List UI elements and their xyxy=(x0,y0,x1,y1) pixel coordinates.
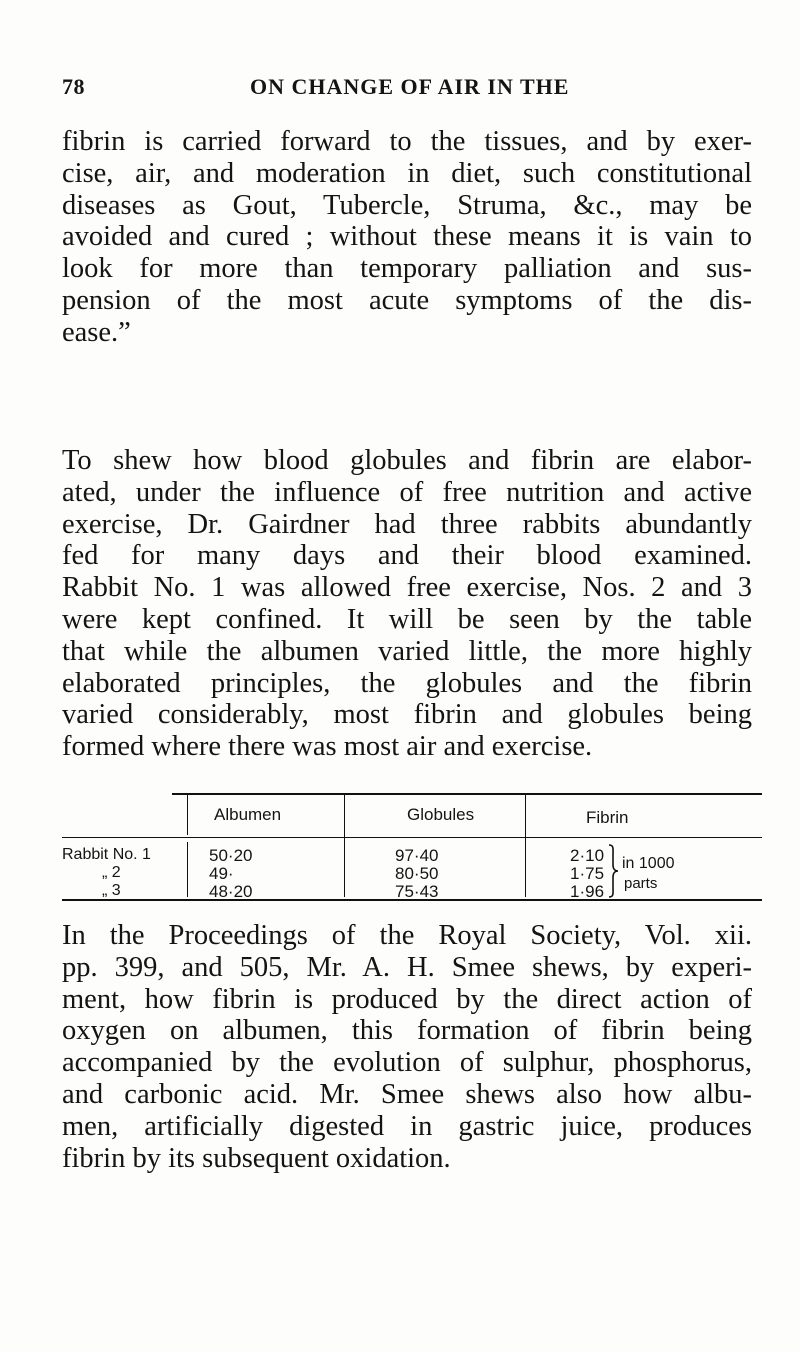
text-line: that while the albumen varied little, the more highly xyxy=(62,635,752,667)
row-label: „ 3 xyxy=(102,882,121,899)
text-line: ease.” xyxy=(62,316,131,348)
text-line: were kept confined. It will be seen by the table xyxy=(62,603,752,635)
text-line: cise, air, and moderation in diet, such constitutional xyxy=(62,157,752,189)
text-line: men, artificially digested in gastric juice, produces xyxy=(62,1110,752,1142)
column-header-albumen: Albumen xyxy=(214,805,282,824)
text-line: fibrin is carried forward to the tissues, and by exer- xyxy=(62,126,752,157)
column-header-fibrin: Fibrin xyxy=(586,808,629,827)
text-line: pp. 399, and 505, Mr. A. H. Smee shews, by experi- xyxy=(62,951,752,983)
rabbit-blood-table xyxy=(62,793,762,903)
text-line: and carbonic acid. Mr. Smee shews also how albu- xyxy=(62,1078,752,1110)
row-label: Rabbit No. 1 xyxy=(62,846,151,863)
albumen-value: 50·20 xyxy=(209,846,253,865)
table-header-rule xyxy=(62,837,762,838)
text-line: varied considerably, most fibrin and globules being xyxy=(62,699,752,731)
globules-value: 80·50 xyxy=(395,864,439,883)
globules-value: 75·43 xyxy=(395,882,439,901)
text-line: ated, under the influence of free nutrition and active xyxy=(62,476,752,508)
curly-brace-icon xyxy=(606,843,620,899)
fibrin-unit-line: parts xyxy=(624,875,658,892)
text-line: avoided and cured ; without these means it is vain to xyxy=(62,221,752,253)
text-line: ment, how fibrin is produced by the direct action of xyxy=(62,983,752,1015)
albumen-value: 48·20 xyxy=(209,882,253,901)
table-top-rule xyxy=(172,793,762,795)
text-line: pension of the most acute symptoms of the dis- xyxy=(62,284,752,316)
column-header-globules: Globules xyxy=(407,805,475,824)
column-divider xyxy=(525,795,526,897)
fibrin-value: 1·75 xyxy=(570,864,605,883)
albumen-value: 49· xyxy=(209,864,234,883)
column-divider xyxy=(344,795,345,897)
paragraph-2 xyxy=(62,445,752,763)
fibrin-value: 1·96 xyxy=(570,882,605,901)
running-title: ON CHANGE OF AIR IN THE xyxy=(250,74,570,99)
paragraph-3 xyxy=(62,920,752,1174)
text-line: exercise, Dr. Gairdner had three rabbits abundantly xyxy=(62,508,752,540)
text-line: fed for many days and their blood examined. xyxy=(62,540,752,572)
column-divider xyxy=(187,795,188,835)
text-line: formed where there was most air and exercise. xyxy=(62,731,593,763)
fibrin-value: 2·10 xyxy=(570,846,605,865)
text-line: diseases as Gout, Tubercle, Struma, &c., may be xyxy=(62,189,752,221)
paragraph-1 xyxy=(62,126,752,349)
text-line: To shew how blood globules and fibrin are elabor- xyxy=(62,445,752,476)
text-line: In the Proceedings of the Royal Society, Vol. xii. xyxy=(62,920,752,951)
page-number: 78 xyxy=(62,74,85,99)
text-line: Rabbit No. 1 was allowed free exercise, Nos. 2 and 3 xyxy=(62,572,752,604)
text-line: accompanied by the evolution of sulphur, phosphorus, xyxy=(62,1047,752,1079)
fibrin-unit-line: in 1000 xyxy=(622,855,675,872)
row-label: „ 2 xyxy=(102,864,121,881)
text-line: elaborated principles, the globules and the fibrin xyxy=(62,667,752,699)
text-line: look for more than temporary palliation and sus- xyxy=(62,253,752,285)
globules-value: 97·40 xyxy=(395,846,439,865)
text-line: oxygen on albumen, this formation of fibrin being xyxy=(62,1015,752,1047)
text-line: fibrin by its subsequent oxidation. xyxy=(62,1142,451,1174)
